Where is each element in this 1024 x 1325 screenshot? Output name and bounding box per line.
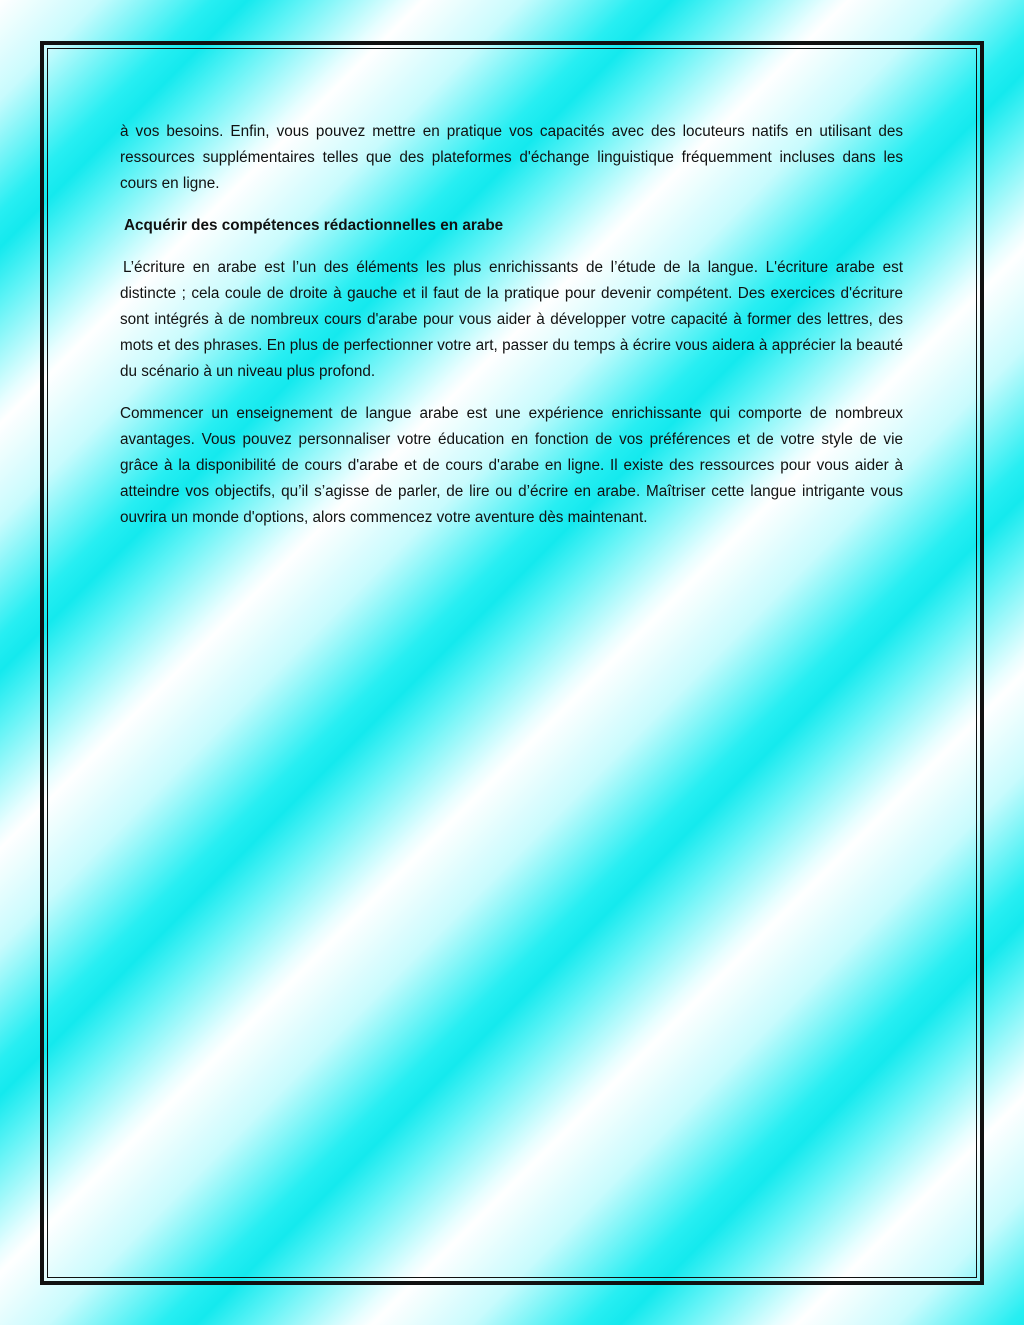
paragraph-writing: L’écriture en arabe est l’un des éléments les plus enrichissants de l’étude de la langue. L'écriture arabe est distincte ; cela coule de droite à gauche et il faut de la pratique pour devenir compétent. Des exercices d'écriture sont intégrés à de nombreux cours d'arabe pour vous aider à développer votre capacité à former des lettres, des mots et des phrases. En plus de perfectionner votre art, passer du temps à écrire vous aidera à apprécier la beauté du scénario à un niveau plus profond. — [120, 259, 903, 380]
section-heading: Acquérir des compétences rédactionnelles en arabe — [124, 217, 504, 234]
document-body — [120, 119, 903, 531]
paragraph-conclusion: Commencer un enseignement de langue arabe est une expérience enrichissante qui comporte de nombreux avantages. Vous pouvez personnaliser votre éducation en fonction de vos préférences et de votre style de vie grâce à la disponibilité de cours d'arabe et de cours d'arabe en ligne. Il existe des ressources pour vous aider à atteindre vos objectifs, qu’il s’agisse de parler, de lire ou d’écrire en arabe. Maîtriser cette langue intrigante vous ouvrira un monde d'options, alors commencez votre aventure dès maintenant. — [120, 405, 903, 526]
paragraph-intro: à vos besoins. Enfin, vous pouvez mettre en pratique vos capacités avec des locuteurs natifs en utilisant des ressources supplémentaires telles que des plateformes d'échange linguistique fréquemment incluses dans les cours en ligne. — [120, 123, 903, 192]
